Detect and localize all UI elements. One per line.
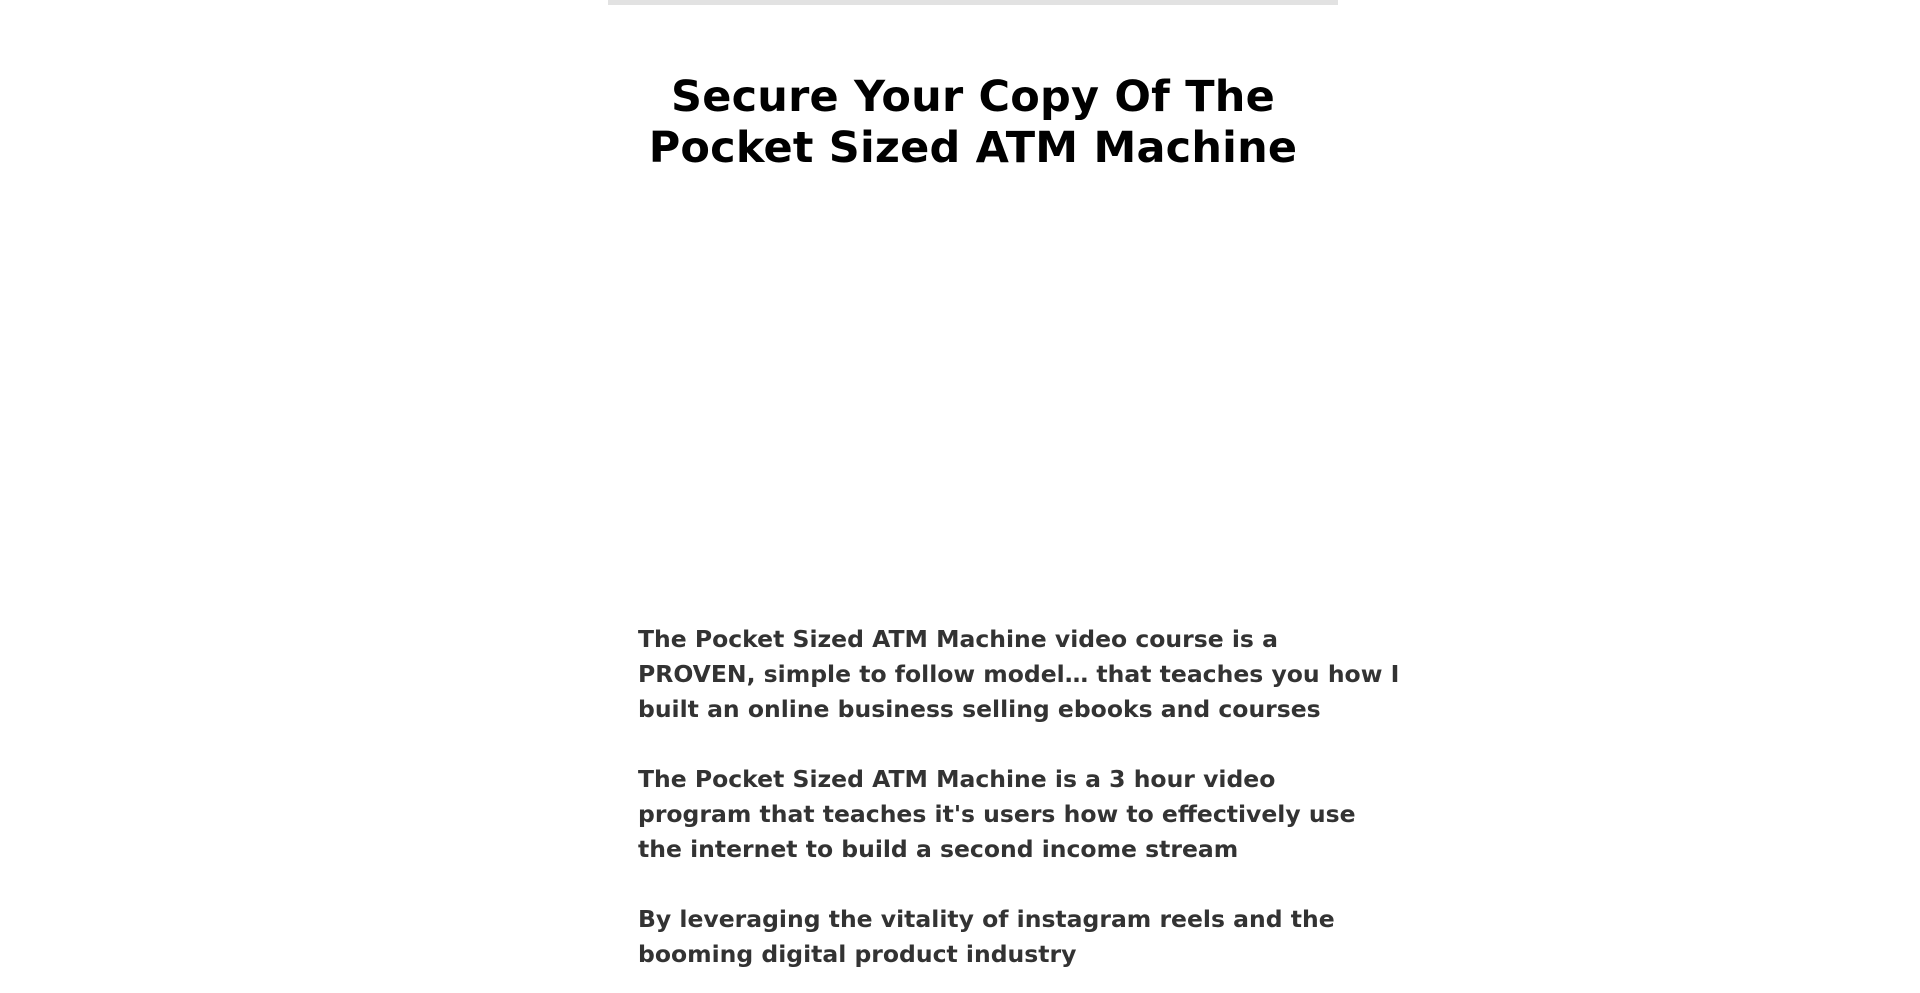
paragraph-1-line-2: PROVEN, simple to follow model… that teaches you how I: [638, 660, 1400, 688]
copy-paragraph-1: [638, 622, 1400, 727]
headline-line-2: Pocket Sized ATM Machine: [648, 123, 1298, 173]
video-embed-area[interactable]: [608, 205, 1338, 605]
copy-paragraph-2: [638, 762, 1356, 867]
sales-copy: [638, 622, 1400, 972]
page-headline: [560, 72, 1386, 174]
paragraph-2-line-1: The Pocket Sized ATM Machine is a 3 hour video: [638, 765, 1276, 793]
paragraph-2-line-3: the internet to build a second income stream: [638, 835, 1239, 863]
paragraph-1-line-3: built an online business selling ebooks and courses: [638, 695, 1321, 723]
copy-paragraph-3: [638, 902, 1335, 972]
paragraph-2-line-2: program that teaches it's users how to effectively use: [638, 800, 1356, 828]
headline-line-1: Secure Your Copy Of The: [671, 72, 1275, 122]
top-divider-bar: [608, 0, 1338, 5]
paragraph-3-line-2: booming digital product industry: [638, 940, 1077, 968]
paragraph-1-line-1: The Pocket Sized ATM Machine video course is a: [638, 625, 1278, 653]
paragraph-3-line-1: By leveraging the vitality of instagram reels and the: [638, 905, 1335, 933]
